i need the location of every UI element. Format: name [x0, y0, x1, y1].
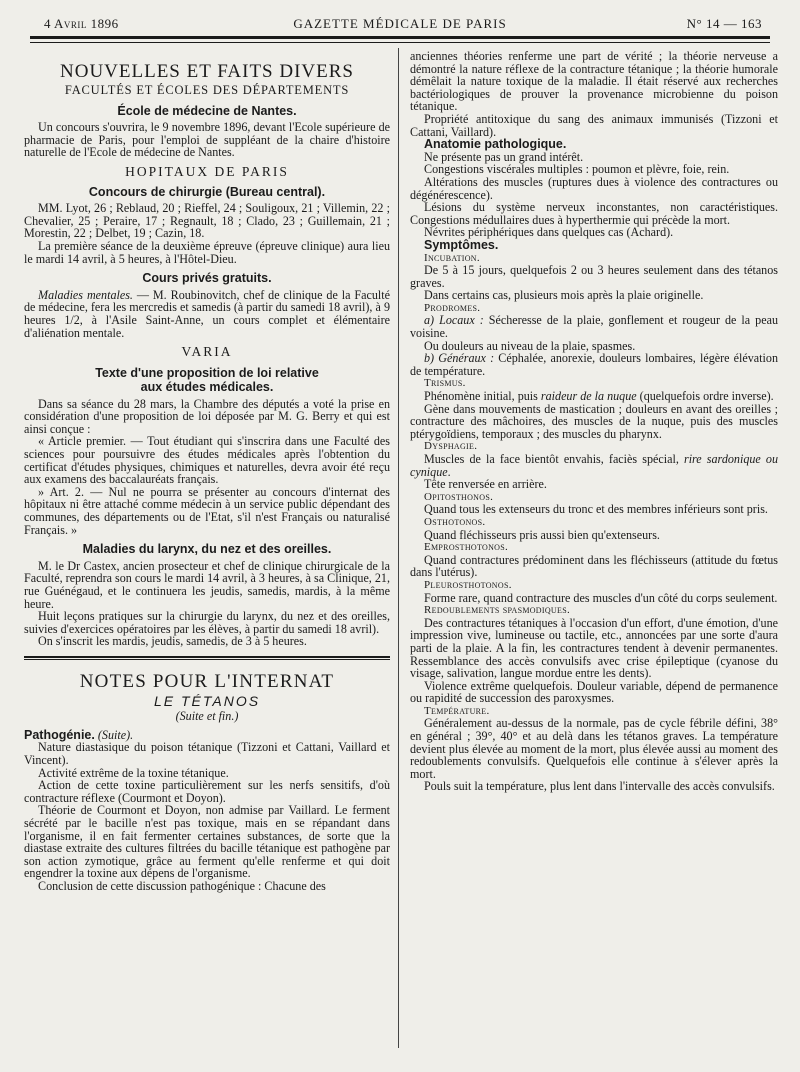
- anatomie-heading: Anatomie pathologique.: [424, 137, 567, 152]
- prodromes-generaux-label: b) Généraux :: [424, 351, 495, 366]
- cours-text: [24, 289, 390, 339]
- trismus-heading: Trismus.: [424, 377, 466, 390]
- prodromes-heading: Prodromes.: [424, 301, 481, 314]
- pathogenie-heading: Pathogénie.: [24, 727, 95, 742]
- issue-date: 4 Avril 1896: [44, 16, 119, 31]
- symptomes-heading-line: [410, 239, 778, 252]
- concours-text: MM. Lyot, 26 ; Reblaud, 20 ; Rieffel, 24 ; Souligoux, 21 ; Villemin, 22 ; Chevalier, 25 ; Peraire, 17 ; Regnault, 18 ; Clado, 23 ; Guillemain, 21 ; Morestin, 22 ; Delbet, 19 ; Cazin, 18.: [24, 201, 390, 241]
- redoublements-paragraph-1: Des contractures tétaniques à l'occasion d'un effort, d'une émotion, d'une impression vive, lumineuse ou tactile, etc., annoncées par une sorte d'aura parti de la plaie. A la fin, les contractures tendent à devenir permanentes. Ressemblance des accès convulsifs avec crise épileptique (cyanose du visage, salivation, langue mordue entre les dents).: [410, 615, 778, 681]
- opisthotonos-heading: Opitosthonos.: [424, 490, 494, 503]
- texte-paragraph-1: Dans sa séance du 28 mars, la Chambre des députés a voté la prise en considération d'une proposition de loi déposée par M. G. Berry et qui est ainsi conçue :: [24, 396, 390, 436]
- anatomie-paragraph-5: Névrites périphériques dans quelques cas (Achard).: [424, 225, 674, 240]
- prodromes-locaux-label: a) Locaux :: [424, 313, 484, 328]
- pathogenie-paragraph-2: Activité extrême de la toxine tétanique.: [38, 765, 229, 780]
- section-subtitle: FACULTÉS ET ÉCOLES DES DÉPARTEMENTS: [64, 83, 350, 97]
- temperature-paragraph-1: Généralement au-dessus de la normale, pas de cycle fébrile défini, 38° en général ; 39°, 40° et au delà dans les tétanos graves. La température devient plus élevée au moment de la mort, plus élevée aussi au moment des redoublements convulsifs. Quelquefois elle continue à s'élever après la mort.: [410, 716, 778, 781]
- texte-heading-line2: aux études médicales.: [140, 379, 274, 394]
- cours-italic: Maladies mentales.: [38, 287, 133, 302]
- notes-heading: NOTES POUR L'INTERNAT: [79, 670, 335, 692]
- pathogenie-paragraph-3: Action de cette toxine particulièrement sur les nerfs sensitifs, d'où contracture réflexe (Courmont et Doyon).: [24, 778, 390, 805]
- prodromes-locaux-text: Sécheresse de la plaie, gonflement et rougeur de la peau voisine.: [410, 313, 778, 341]
- emprosthotonos-heading: Emprosthotonos.: [424, 541, 509, 554]
- pleurosthotonos-paragraph: Forme rare, quand contracture des muscles d'un côté du corps seulement.: [424, 590, 778, 605]
- nantes-heading: École de médecine de Nantes.: [117, 103, 297, 118]
- dysphagie-paragraph-1: [410, 453, 778, 478]
- opisthotonos-paragraph: Quand tous les extenseurs du tronc et des membres inférieurs sont pris.: [424, 502, 768, 517]
- pathogenie-paragraph-5: Conclusion de cette discussion pathogénique : Chacune des: [38, 878, 326, 893]
- dysphagie-p1-b: .: [447, 464, 451, 479]
- dysphagie-paragraph-2: Tête renversée en arrière.: [424, 477, 547, 492]
- column-separator: [398, 48, 399, 1048]
- trismus-paragraph-1: [410, 390, 778, 403]
- larynx-paragraph-1: M. le Dr Castex, ancien prosecteur et chef de clinique chirurgicale de la Faculté, reprendra son cours le mardi 14 avril, à 3 heures, à sa Clinique, 21, rue Guénégaud, et le continuera les jeudis, samedis, mardis, à la même heure.: [24, 558, 390, 611]
- hopitaux-heading: HOPITAUX DE PARIS: [125, 163, 289, 179]
- trismus-p1-b: (quelquefois ordre inverse).: [636, 389, 774, 404]
- larynx-heading: Maladies du larynx, du nez et des oreilles.: [82, 542, 332, 557]
- larynx-paragraph-2: Huit leçons pratiques sur la chirurgie du larynx, du nez et des oreilles, suivies d'exercices opératoires par les élèves, à partir du samedi 18 avril).: [24, 609, 390, 636]
- dysphagie-p1-a: Muscles de la face bientôt envahis, faciès spécial,: [424, 452, 684, 466]
- larynx-paragraph-3: On s'inscrit les mardis, jeudis, samedis, de 3 à 5 heures.: [38, 634, 307, 649]
- concours-text-2: La première séance de la deuxième épreuve (épreuve clinique) aura lieu le mardi 14 avril, à 5 heures, à l'Hôtel-Dieu.: [24, 238, 390, 266]
- trismus-p1-italic: raideur de la nuque: [540, 389, 637, 404]
- prodromes-locaux: [410, 314, 778, 339]
- symptomes-heading: Symptômes.: [424, 237, 499, 252]
- trismus-paragraph-2: Gène dans mouvements de mastication ; douleurs en avant des oreilles ; contracture des mâchoires, des muscles de la nuque, puis des muscles ptérygoïdiens, temporaux ; des muscles du pharynx.: [410, 401, 778, 441]
- tetanos-heading: LE TÉTANOS: [153, 692, 261, 709]
- trismus-p1-a: Phénomène initial, puis: [424, 389, 541, 404]
- dysphagie-p1-italic: rire sardonique ou cynique: [410, 452, 779, 479]
- texte-paragraph-2: « Article premier. — Tout étudiant qui s'inscrira dans une Faculté des sciences pour poursuivre des études médicales après l'obtention du certificat d'études physiques, chimiques et naturelles, devra avoir été reçu aux examens des baccalauréats français.: [24, 434, 390, 487]
- orthotonos-paragraph: Quand fléchisseurs pris aussi bien qu'extenseurs.: [424, 527, 660, 542]
- redoublements-paragraph-2: Violence extrême quelquefois. Douleur variable, dépend de permanence ou rapidité de succession des paroxysmes.: [410, 678, 778, 706]
- suite-note: (Suite et fin.): [175, 709, 239, 724]
- antitoxique-paragraph: Propriété antitoxique du sang des animaux immunisés (Tizzoni et Cattani, Vaillard).: [410, 111, 778, 139]
- pathogenie-paragraph-4: Théorie de Courmont et Doyon, non admise par Vaillard. Le ferment sécrété par le bacille n'est pas toxique, mais en se répandant dans l'organisme, il en fait fermenter certaines substances, de sorte que la diastase extraite des cultures filtrées du bacille tétanique est pathogène par son action zymotique, grâce au ferment qu'elle renferme et qui doit engendrer la toxine aux dépens de l'organisme.: [24, 803, 390, 881]
- concours-heading: Concours de chirurgie (Bureau central).: [88, 184, 326, 199]
- varia-heading: VARIA: [181, 344, 233, 360]
- header-rule-thick: [30, 36, 770, 39]
- left-column: [24, 52, 390, 892]
- prodromes-generaux: [410, 352, 778, 377]
- cours-body: — M. Roubinovitch, chef de clinique de la Faculté de médecine, fera les mercredis et samedis (à partir du samedi 18 avril), à 9 heures 1/2, à l'Asile Saint-Anne, un cours complet et élémentaire d'aliénation mentale.: [24, 287, 391, 340]
- anatomie-heading-line: [410, 138, 778, 151]
- section-title: NOUVELLES ET FAITS DIVERS: [60, 61, 354, 82]
- nantes-text: Un concours s'ouvrira, le 9 novembre 1896, devant l'Ecole supérieure de pharmacie de Paris, pour l'emploi de suppléant de la chaire d'histoire naturelle de l'Ecole de médecine de Nantes.: [24, 120, 390, 160]
- texte-heading: [24, 366, 390, 394]
- prodromes-douleurs: Ou douleurs au niveau de la plaie, spasmes.: [424, 338, 636, 353]
- pathogenie-paragraph-1: Nature diastasique du poison tétanique (Tizzoni et Cattani, Vaillard et Vincent).: [24, 740, 390, 767]
- texte-heading-line1: Texte d'une proposition de loi relative: [95, 365, 319, 380]
- journal-name: GAZETTE MÉDICALE DE PARIS: [293, 16, 507, 31]
- incubation-paragraph-2: Dans certains cas, plusieurs mois après la plaie originelle.: [424, 288, 704, 303]
- right-column: [410, 50, 778, 793]
- dysphagie-heading: Dysphagie.: [424, 440, 478, 453]
- temperature-heading: Température.: [424, 704, 490, 717]
- anatomie-paragraph-2: Congestions viscérales multiples : poumon et plèvre, foie, rein.: [424, 162, 730, 177]
- pleurosthotonos-heading: Pleurosthotonos.: [424, 578, 512, 591]
- prodromes-generaux-text: Céphalée, anorexie, douleurs lombaires, légère élévation de température.: [410, 351, 778, 378]
- orthotonos-heading: Osthotonos.: [424, 515, 486, 528]
- pathogenie-suite: (Suite).: [94, 727, 134, 742]
- incubation-heading: Incubation.: [424, 251, 480, 264]
- section-rule-thick: [24, 656, 390, 658]
- anatomie-paragraph-1: Ne présente pas un grand intérêt.: [424, 149, 584, 164]
- page-number: N° 14 — 163: [686, 16, 762, 31]
- running-header: [30, 10, 770, 32]
- anatomie-paragraph-4: Lésions du système nerveux inconstantes, non caractéristiques. Congestions médullaires dues à hyperthermie qui précède la mort.: [410, 200, 778, 227]
- incubation-paragraph-1: De 5 à 15 jours, quelquefois 2 ou 3 heures seulement dans des tétanos graves.: [410, 263, 778, 290]
- redoublements-heading: Redoublements spasmodiques.: [424, 604, 570, 617]
- header-rule-thin: [30, 42, 770, 43]
- anatomie-paragraph-3: Altérations des muscles (ruptures dues à violence des contractures ou dégénérescence).: [410, 174, 778, 202]
- emprosthotonos-paragraph: Quand contractures prédominent dans les fléchisseurs (attitude du fœtus dans l'utérus).: [410, 552, 778, 580]
- temperature-paragraph-2: Pouls suit la température, plus lent dans l'intervalle des accès convulsifs.: [424, 779, 775, 794]
- texte-paragraph-3: » Art. 2. — Nul ne pourra se présenter au concours d'internat des hôpitaux ni être attaché comme médecin à un service public dépendant des communes, des départements ou de l'Etat, s'il n'est Français ou naturalisé Français. »: [24, 484, 390, 537]
- section-rule-thin: [24, 659, 390, 660]
- cours-heading: Cours privés gratuits.: [142, 271, 272, 286]
- theories-paragraph: anciennes théories renferme une part de vérité ; la théorie nerveuse a démontré la nature réflexe de la contracture tétanique ; la théorie humorale démêlait la nature toxique de la maladie. Il était réservé aux recherches bactériologiques de prouver la provenance microbienne du poison tétanique.: [410, 49, 778, 114]
